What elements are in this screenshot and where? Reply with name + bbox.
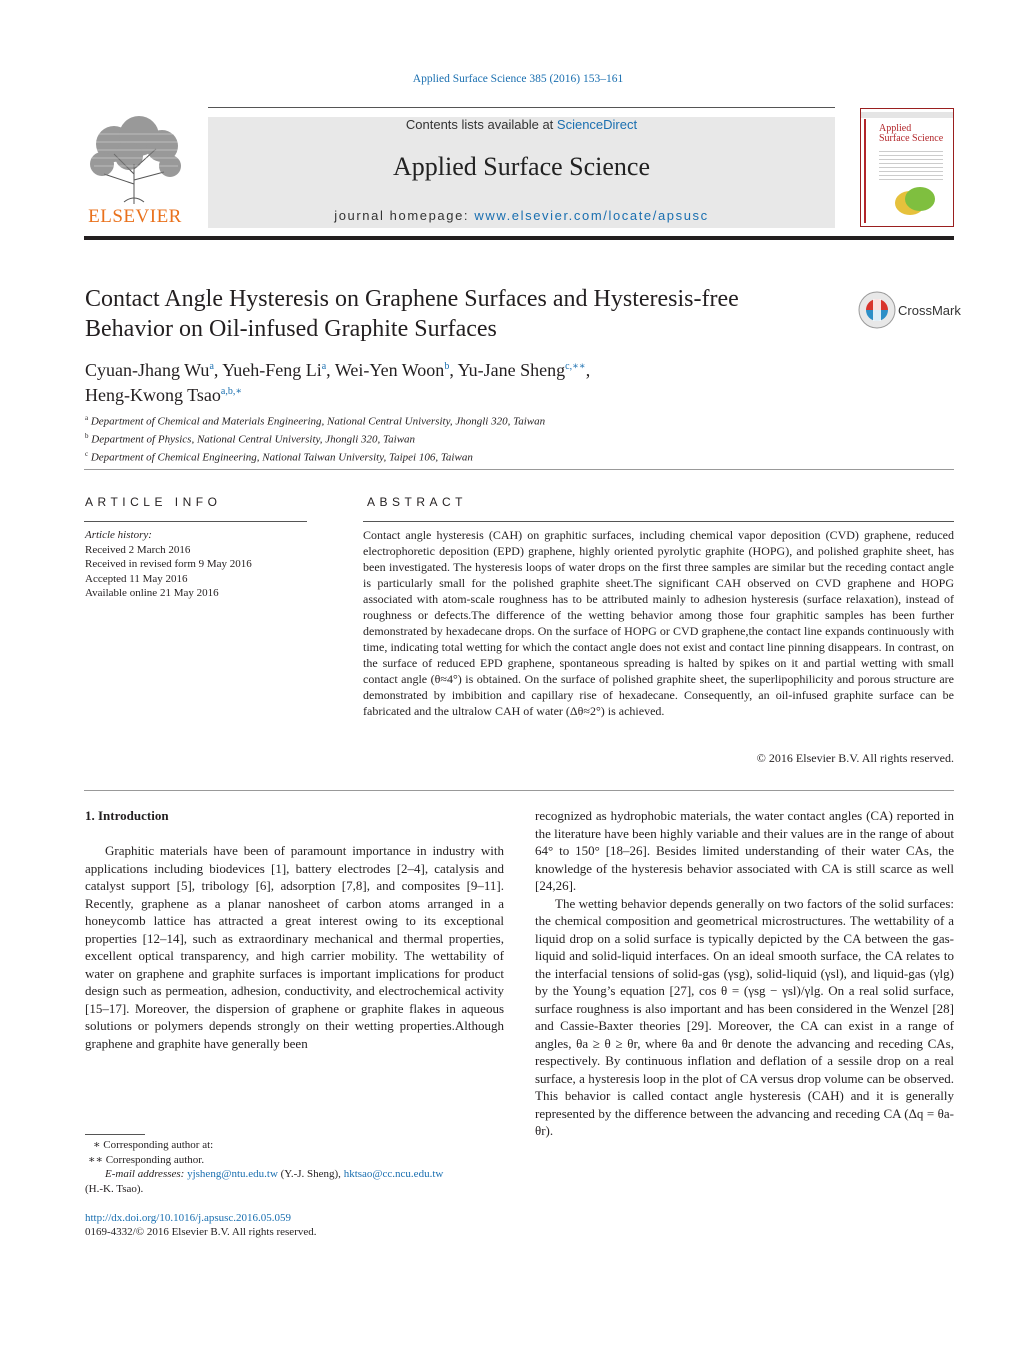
crossmark-icon (858, 291, 898, 331)
sciencedirect-link[interactable]: ScienceDirect (556, 117, 638, 132)
homepage-prefix: journal homepage: (334, 208, 475, 223)
abstract-divider (363, 521, 954, 522)
article-info-heading: ARTICLE INFO (85, 495, 222, 509)
contents-line (208, 117, 835, 132)
journal-cover-thumbnail (860, 108, 954, 227)
author-name: Cyuan-Jhang Wu (85, 360, 210, 380)
author-affiliation-mark[interactable]: c,∗∗ (565, 361, 586, 372)
header-thick-rule (84, 236, 954, 240)
affiliation-mark: b (85, 432, 89, 441)
author-affiliation-mark[interactable]: a (321, 361, 327, 372)
history-item: Received in revised form 9 May 2016 (85, 558, 252, 570)
author-separator: , (449, 360, 458, 380)
cover-title (879, 124, 943, 144)
body-column-right (535, 807, 954, 1140)
history-label: Article history: (85, 529, 152, 541)
cover-title-line2: Surface Science (879, 133, 944, 144)
abstract-copyright: © 2016 Elsevier B.V. All rights reserved. (756, 751, 954, 765)
affiliation-mark: c (85, 450, 89, 459)
crossmark-label[interactable]: CrossMark (898, 303, 961, 318)
author-separator: , (585, 360, 591, 380)
body-paragraph: The wetting behavior depends generally on two factors of the solid surfaces: the chemical composition and geometrical microstructures. The wettability of a liquid drop on a solid surface is typically depicted by the CA between the gas-liquid and solid-liquid interfaces. On an ideal smooth surface, the CA relates to the interfacial tensions of solid-gas (γsg), solid-liquid (γsl), and liquid-gas (γlg) by the Young’s equation [27], cos θ = (γsg − γsl)/γlg. On a real solid surface, surface roughness is also important and has been considered in the Wenzel [28] and Cassie-Baxter theories [29]. Moreover, the CA can exist in a range of angles, θa ≥ θ ≥ θr, where θa and θr denote the advancing and receding CAs, respectively. By continuous inflation and deflation of a sessile drop on a real surface, a hysteresis loop in the plot of CA versus drop volume can be observed. This behavior is called contact angle hysteresis (CAH) and it is generally represented by the difference between the advancing and receding CA (Δq = θa-θr). (535, 895, 954, 1138)
footnotes (85, 1138, 515, 1196)
article-info-divider (84, 521, 307, 522)
affiliation-item (85, 411, 785, 429)
elsevier-wordmark: ELSEVIER (88, 206, 182, 227)
cover-top-bar (861, 112, 953, 118)
abstract-bottom-divider (84, 790, 954, 791)
author-name: Yueh-Feng Li (222, 360, 322, 380)
history-item: Available online 21 May 2016 (85, 587, 219, 599)
article-history (85, 528, 315, 601)
affiliation-item (85, 429, 785, 447)
header-divider (208, 107, 835, 108)
journal-title: Applied Surface Science (392, 152, 650, 181)
author-list (85, 356, 785, 406)
email-link-sheng[interactable]: yjsheng@ntu.edu.tw (187, 1168, 278, 1180)
history-item: Received 2 March 2016 (85, 543, 191, 556)
affiliation-divider (84, 469, 954, 470)
footnote-divider (85, 1134, 145, 1135)
author-affiliation-mark[interactable]: a,b,∗ (220, 386, 243, 397)
footnote-corresponding-2: ∗∗ Corresponding author. (88, 1153, 205, 1166)
body-paragraph: recognized as hydrophobic materials, the water contact angles (CA) reported in the literature have been highly variable and their values are in the range of about 64° to 150° [18–26]. Besides limited understanding of their water CAs, the knowledge of the hysteresis behavior associated with CA is still scarce as well [24,26]. (535, 808, 954, 893)
author-affiliation-mark[interactable]: b (444, 361, 450, 372)
affiliation-text: Department of Chemical and Materials Engineering, National Central University, Jhongli 320, Taiwan (90, 415, 546, 428)
author-name: Yu-Jane Sheng (457, 360, 566, 380)
body-paragraph: Graphitic materials have been of paramount importance in industry with applications including biodevices [1], battery electrodes [2–4], catalysis and catalyst support [5], tribology [6], adsorption [7,8], and composites [9–11]. Recently, graphene as a planar nanosheet of carbon atoms arranged in a honeycomb lattice has attracted a great interest owing to its exceptional properties [12–14], such as extraordinary mechanical and thermal properties, excellent optical transparency, and high carrier mobility. The wettability of water on graphene and graphite surfaces is important implications for product design such as permeation, adhesion, conductivity, and electrochemical activity [15–17]. Moreover, the dispersion of graphene or graphite flakes in aqueous solutions or polymers depends strongly on their wetting properties.Although graphene and graphite have generally been (85, 843, 504, 1051)
abstract-text: Contact angle hysteresis (CAH) on graphitic surfaces, including chemical vapor deposition (CVD) graphene, reduced electrophoretic deposition (EPD) graphene, highly oriented pyrolytic graphite (HOPG), and polished graphite sheet, has been investigated. The hysteresis loops of water drops on the first three samples are similar but the receding contact angle is particularly small for the polished graphite sheet.The significant CAH observed on CVD graphene and HOPG associated with atom-scale roughness has to be attributed mainly to adhesion hysteresis (surface relaxation), instead of roughness or defects.The difference of the wetting behavior among those four graphitic samples has been further demonstrated by hexadecane drops. On the surface of HOPG or CVD graphene,the contact line expands continuously with time, indicating total wetting for which the contact angle does not exist and contact line pinning disappears. In contrast, on the surface of reduced EPD graphene, spontaneous spreading is halted by spikes on it and partial wetting with small contact angle (θ≈4°) is obtained. On the surface of polished graphite sheet, the superlipophilicity and porous structure are demonstrated by imbibition and capillary rise of hexadecane. Consequently, an oil-infused graphite surface can be fabricated and the ultralow CAH of water (Δθ≈2°) is achieved. (363, 528, 954, 718)
email-owner-tsao: (H.-K. Tsao). (85, 1182, 144, 1195)
body-column-left (85, 842, 504, 1052)
doi-link[interactable]: http://dx.doi.org/10.1016/j.apsusc.2016.05.059 (85, 1212, 292, 1224)
cover-text-lines (879, 151, 943, 181)
affiliation-mark: a (85, 414, 89, 422)
article-title: Contact Angle Hysteresis on Graphene Surfaces and Hysteresis-free Behavior on Oil-infused Graphite Surfaces (85, 286, 739, 342)
affiliation-list (85, 411, 785, 465)
footnote-emails (85, 1167, 515, 1182)
cover-image (905, 187, 935, 211)
journal-homepage (208, 208, 835, 223)
author-name: Heng-Kwong Tsao (85, 385, 221, 405)
author-affiliation-mark[interactable]: a (209, 361, 214, 372)
affiliation-text: Department of Chemical Engineering, National Taiwan University, Taipei 106, Taiwan (90, 451, 473, 464)
contents-prefix: Contents lists available at (405, 117, 557, 132)
affiliation-item (85, 447, 785, 465)
history-item: Accepted 11 May 2016 (85, 572, 188, 585)
section-heading-introduction: 1. Introduction (85, 808, 169, 823)
email-label: E-mail addresses: (105, 1168, 185, 1180)
footnote-corresponding-1: ∗ Corresponding author at: (93, 1139, 214, 1151)
author-separator: , (326, 360, 335, 380)
author-name: Wei-Yen Woon (334, 360, 445, 380)
author-separator: , (213, 360, 223, 380)
issn-line: 0169-4332/© 2016 Elsevier B.V. All rights reserved. (85, 1226, 317, 1238)
journal-citation[interactable]: Applied Surface Science 385 (2016) 153–161 (412, 73, 624, 85)
email-owner-sheng: (Y.-J. Sheng), (277, 1168, 344, 1180)
abstract-heading: ABSTRACT (367, 495, 468, 509)
homepage-link[interactable]: www.elsevier.com/locate/apsusc (474, 208, 709, 223)
affiliation-text: Department of Physics, National Central University, Jhongli 320, Taiwan (91, 433, 416, 446)
email-link-tsao[interactable]: hktsao@cc.ncu.edu.tw (343, 1168, 444, 1180)
cover-title-line1: Applied (879, 123, 912, 134)
